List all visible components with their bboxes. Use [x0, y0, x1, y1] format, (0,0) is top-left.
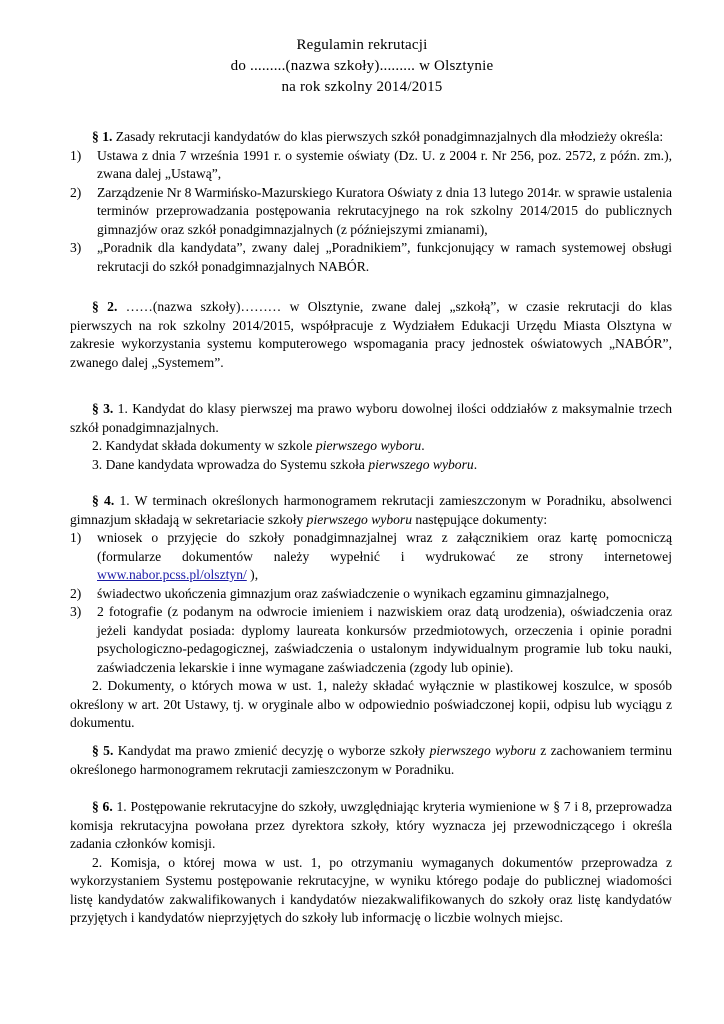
- list-item: [70, 147, 672, 184]
- list-item: [70, 603, 672, 677]
- section-2-text: ……(nazwa szkoły)……… w Olsztynie, zwane dalej „szkołą”, w czasie rekrutacji do klas pierwszych na rok szkolny 2014/2015, współpracuje z Wydziałem Edukacji Urzędu Miasta Olsztyna w zakresie wykorzystania systemu komputerowego wspomagania pracy jednostek oświatowych „NABÓR”, zwanego dalej „Systemem”.: [70, 299, 672, 370]
- section-3-p2-end: .: [421, 438, 425, 453]
- list-item: [70, 239, 672, 276]
- section-5-text: Kandydat ma prawo zmienić decyzję o wyborze szkoły: [113, 743, 430, 758]
- section-4-mark: § 4.: [92, 493, 115, 508]
- section-1: [70, 128, 672, 276]
- section-4-paragraph-2: 2. Dokumenty, o których mowa w ust. 1, należy składać wyłącznie w plastikowej koszulce, w sposób określony w art. 20t Ustawy, tj. w oryginale albo w odpowiednio poświadczonej kopii, odpisu lub wyciągu z dokumentu.: [70, 678, 672, 730]
- list-item-number: 2): [70, 585, 82, 601]
- list-item-text-part: wniosek o przyjęcie do szkoły ponadgimnazjalnej wraz z załącznikiem oraz kartę pomocniczą (formularze dokumentów należy wypełnić i wydrukować ze strony internetowej: [97, 530, 672, 564]
- section-5-paragraph: [70, 742, 672, 779]
- section-3: [70, 400, 672, 474]
- section-4: [70, 492, 672, 733]
- list-item-text: Ustawa z dnia 7 września 1991 r. o systemie oświaty (Dz. U. z 2004 r. Nr 256, poz. 2572, z późn. zm.), zwana dalej „Ustawą”,: [97, 147, 672, 181]
- section-5: [70, 742, 672, 779]
- list-item-number: 3): [70, 604, 82, 619]
- section-4-p1-end: następujące dokumenty:: [412, 511, 548, 527]
- list-item-text: 2 fotografie (z podanym na odwrocie imieniem i nazwiskiem oraz datą urodzenia), oświadczenia oraz jeżeli kandydat posiada: dyplomy laureata konkursów przedmiotowych, orzeczenia i opinie poradni psychologiczno-pedagogicznej, zaświadczenia o ustalonym indywidualnym programie lub toku nauki, zaświadczenia lekarskie i inne wymagane zaświadczenia (zgody lub opinie).: [97, 604, 672, 675]
- document-subtitle-year: na rok szkolny 2014/2015: [281, 79, 443, 95]
- section-2-paragraph: [70, 298, 672, 372]
- list-item-text-end: ),: [246, 567, 259, 582]
- list-item: [70, 184, 672, 240]
- section-3-mark: § 3.: [92, 401, 114, 416]
- list-item: [70, 585, 672, 604]
- list-item: [70, 529, 672, 585]
- list-item-number: 1): [70, 147, 82, 163]
- section-3-paragraph-3: [70, 456, 672, 475]
- document-subtitle-school: do .........(nazwa szkoły)......... w Olsztynie: [230, 58, 494, 74]
- section-4-p1-text: 1. W terminach określonych harmonogramem rekrutacji zamieszczonym w Poradniku, absolwenci gimnazjum składają w sekretariacie szkoły: [70, 493, 673, 527]
- nabor-website-link[interactable]: www.nabor.pcss.pl/olsztyn/: [97, 567, 247, 582]
- section-3-p2-text: 2. Kandydat składa dokumenty w szkole: [92, 438, 316, 453]
- section-3-p2-italic: pierwszego wyboru: [315, 438, 422, 453]
- section-1-intro: [70, 128, 672, 147]
- section-6-paragraph-1: [70, 798, 672, 854]
- section-2: [70, 298, 672, 372]
- section-1-intro-text: Zasady rekrutacji kandydatów do klas pierwszych szkół ponadgimnazjalnych dla młodzieży określa:: [112, 129, 664, 144]
- list-item-text: świadectwo ukończenia gimnazjum oraz zaświadczenie o wynikach egzaminu gimnazjalnego,: [97, 585, 610, 601]
- section-5-mark: § 5.: [92, 743, 114, 758]
- section-3-p3-end: .: [473, 456, 478, 472]
- section-3-paragraph-1: [70, 400, 672, 437]
- list-item-number: 1): [70, 530, 82, 545]
- list-item-number: 2): [70, 184, 82, 200]
- section-6: [70, 798, 672, 928]
- section-6-mark: § 6.: [92, 799, 113, 814]
- section-3-p1-text: 1. Kandydat do klasy pierwszej ma prawo wyboru dowolnej ilości oddziałów z maksymalnie trzech szkół ponadgimnazjalnych.: [70, 401, 673, 435]
- section-6-p1-text: 1. Postępowanie rekrutacyjne do szkoły, uwzględniając kryteria wymienione w § 7 i 8, przeprowadza komisja rekrutacyjna powołana przez dyrektora szkoły, który wyznacza jej przewodniczącego i określa zadania członków komisji.: [70, 799, 673, 851]
- section-3-p3-text: 3. Dane kandydata wprowadza do Systemu szkoła: [92, 456, 369, 472]
- list-item-text: Zarządzenie Nr 8 Warmińsko-Mazurskiego Kuratora Oświaty z dnia 13 lutego 2014r. w sprawie ustalenia terminów przeprowadzania postępowania rekrutacyjnego na rok szkolny 2014/2015 do publicznych gimnazjów oraz szkół ponadgimnazjalnych (z późniejszymi zmianami),: [97, 184, 672, 237]
- section-4-p1-italic: pierwszego wyboru: [306, 511, 413, 527]
- section-3-paragraph-2: [70, 437, 672, 456]
- document-title: Regulamin rekrutacji: [296, 37, 428, 53]
- list-item-number: 3): [70, 240, 82, 255]
- section-4-paragraph-1: [70, 492, 672, 529]
- section-2-mark: § 2.: [92, 299, 118, 314]
- section-6-paragraph-2: 2. Komisja, o której mowa w ust. 1, po otrzymaniu wymaganych dokumentów przeprowadza z wykorzystaniem Systemu postępowanie rekrutacyjne, w wyniku którego podaje do publicznej wiadomości listę kandydatów zakwalifikowanych i kandydatów niezakwalifikowanych do szkoły oraz listę kandydatów przyjętych i kandydatów nieprzyjętych do szkoły lub informację o liczbie wolnych miejsc.: [70, 854, 672, 925]
- section-5-italic: pierwszego wyboru: [429, 743, 536, 758]
- section-1-mark: § 1.: [92, 129, 113, 144]
- list-item-text: [97, 529, 672, 585]
- section-5-end: z zachowaniem terminu określonego harmonogramem rekrutacji zamieszczonym w Poradniku.: [70, 743, 673, 777]
- list-item-text: „Poradnik dla kandydata”, zwany dalej „Poradnikiem”, funkcjonujący w ramach systemowej obsługi rekrutacji do szkół ponadgimnazjalnych NABÓR.: [97, 240, 672, 274]
- section-3-p3-italic: pierwszego wyboru: [368, 456, 474, 472]
